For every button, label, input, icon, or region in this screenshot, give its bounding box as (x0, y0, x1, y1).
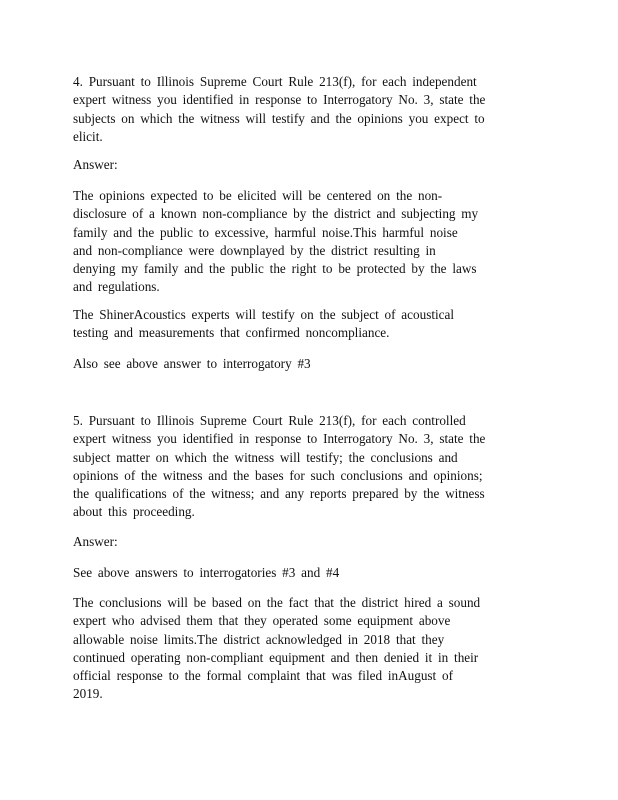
answer-line: See above answers to interrogatories #3 and #4 (73, 565, 340, 580)
question-4-line: subjects on which the witness will testify and the opinions you expect to (73, 110, 485, 126)
question-5-line: opinions of the witness and the bases for such conclusions and opinions; (73, 467, 483, 483)
answer-line: allowable noise limits.The district acknowledged in 2018 that they (73, 631, 445, 647)
question-4-text (73, 73, 541, 146)
answer-line: and non-compliance were downplayed by the district resulting in (73, 242, 436, 258)
question-4-answer-label: Answer: (73, 157, 118, 172)
question-5-line: the qualifications of the witness; and any reports prepared by the witness (73, 486, 485, 502)
answer-line: The conclusions will be based on the fact that the district hired a sound (73, 595, 481, 610)
answer-line: expert who advised them that they operated some equipment above (73, 613, 451, 629)
answer-line: continued operating non-compliant equipment and then denied it in their (73, 649, 479, 665)
question-5-line: about this proceeding. (73, 504, 195, 520)
question-5-text (73, 412, 541, 522)
question-4-line: 4. Pursuant to Illinois Supreme Court Rule 213(f), for each independent (73, 74, 477, 89)
question-4-line: elicit. (73, 128, 103, 144)
question-5-line: subject matter on which the witness will testify; the conclusions and (73, 449, 458, 465)
question-4-answer-paragraph-2 (73, 306, 541, 343)
question-4-answer-paragraph-3 (73, 355, 541, 373)
answer-line: official response to the formal complaint that was filed inAugust of (73, 668, 453, 684)
answer-line: denying my family and the public the right to be protected by the laws (73, 261, 477, 277)
question-5-answer-paragraph-2 (73, 594, 541, 704)
answer-line: and regulations. (73, 279, 160, 295)
question-5-line: expert witness you identified in response to Interrogatory No. 3, state the (73, 431, 486, 447)
question-4-answer-paragraph-1 (73, 187, 541, 297)
answer-line: 2019. (73, 686, 103, 702)
question-5-answer-label: Answer: (73, 534, 118, 549)
answer-line: family and the public to excessive, harmful noise.This harmful noise (73, 224, 458, 240)
answer-line: The opinions expected to be elicited will be centered on the non- (73, 188, 443, 203)
question-5-line: 5. Pursuant to Illinois Supreme Court Rule 213(f), for each controlled (73, 413, 466, 428)
answer-line: disclosure of a known non-compliance by the district and subjecting my (73, 206, 479, 222)
question-5-answer-paragraph-1 (73, 564, 541, 582)
question-4-line: expert witness you identified in response to Interrogatory No. 3, state the (73, 92, 486, 108)
answer-line: The ShinerAcoustics experts will testify on the subject of acoustical (73, 307, 455, 322)
answer-line: Also see above answer to interrogatory #3 (73, 356, 311, 371)
answer-line: testing and measurements that confirmed noncompliance. (73, 325, 390, 341)
